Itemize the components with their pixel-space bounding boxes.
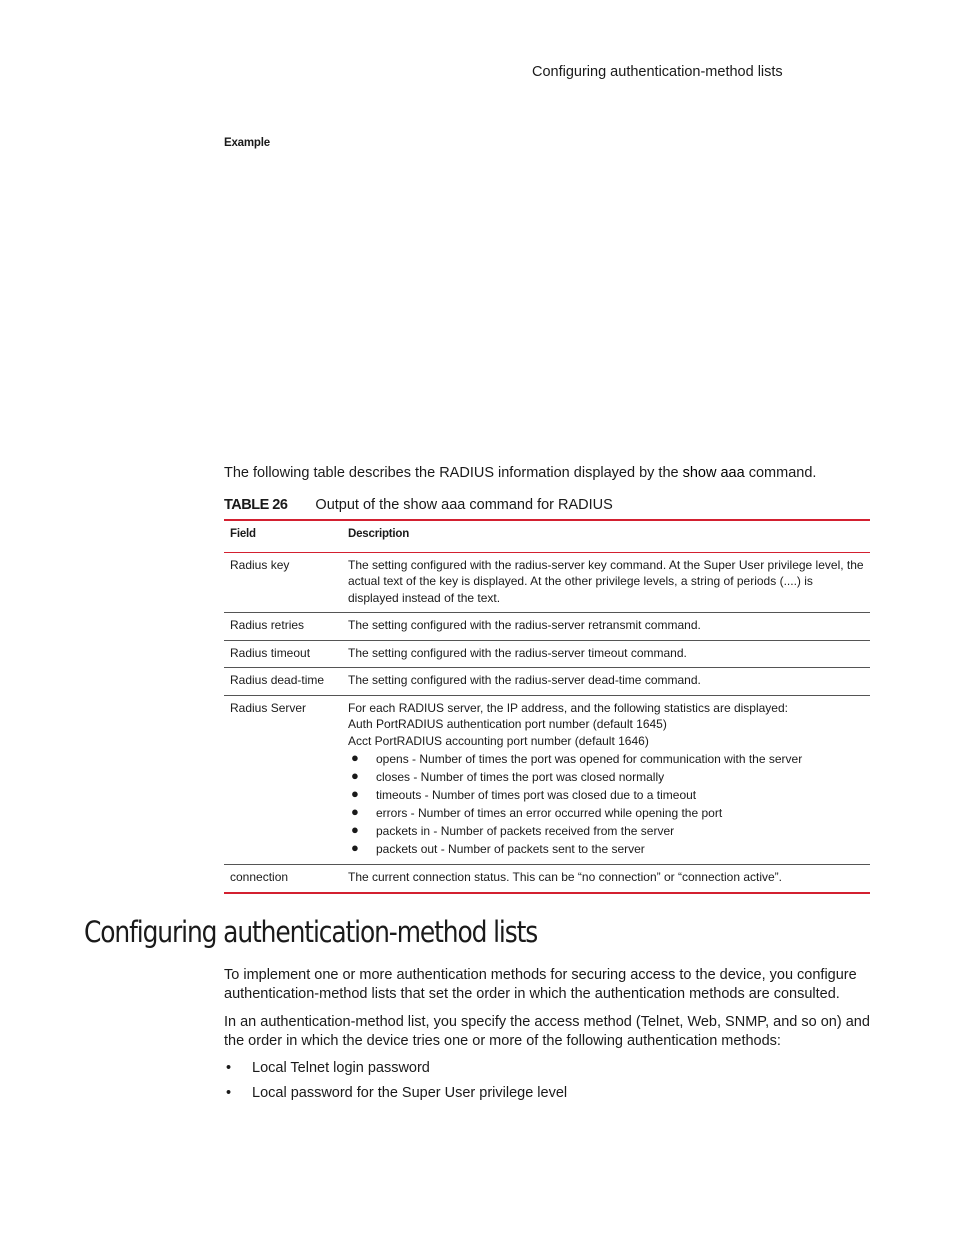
table-header-row bbox=[224, 521, 870, 553]
intro-text: The following table describes the RADIUS information displayed by the bbox=[224, 465, 683, 481]
description-cell: The current connection status. This can be “no connection” or “connection active”. bbox=[348, 870, 783, 884]
table-row bbox=[224, 695, 870, 865]
running-header: Configuring authentication-method lists bbox=[532, 64, 783, 80]
bullet-icon: ● bbox=[351, 786, 359, 801]
header-description: Description bbox=[348, 528, 410, 540]
bullet-icon: ● bbox=[351, 804, 359, 819]
header-field: Field bbox=[230, 528, 256, 540]
list-item bbox=[348, 768, 864, 786]
field-cell: Radius key bbox=[230, 557, 290, 572]
desc-line: Acct PortRADIUS accounting port number (default 1646) bbox=[348, 733, 649, 748]
statistics-list bbox=[348, 750, 864, 858]
intro-text-end: command. bbox=[744, 465, 817, 481]
desc-text: command. At the Super User privilege level, the actual text of the key is displayed. At the other privilege levels, a string of periods (....) is displayed instead of the text. bbox=[348, 557, 864, 605]
list-item-text: errors - Number of times an error occurred while opening the port bbox=[376, 806, 723, 820]
table-row bbox=[224, 553, 870, 613]
table-caption-text: Output of the show aaa command for RADIUS bbox=[315, 497, 613, 513]
bullet-icon: ● bbox=[351, 840, 359, 855]
desc-text: command. bbox=[641, 618, 701, 632]
field-cell: Radius dead-time bbox=[230, 673, 325, 687]
intro-command: show aaa bbox=[682, 465, 745, 481]
desc-command: radius-server dead-time bbox=[514, 673, 642, 687]
table-caption bbox=[224, 497, 613, 513]
section-paragraph: In an authentication-method list, you specify the access method (Telnet, Web, SNMP, and so on) and the order in which the device tries one or more of the following authentication methods: bbox=[224, 1014, 870, 1049]
intro-paragraph bbox=[224, 465, 816, 481]
list-item-text: opens - Number of times the port was opened for communication with the server bbox=[376, 752, 803, 766]
radius-output-table bbox=[224, 519, 870, 894]
desc-text: command. bbox=[627, 645, 687, 660]
desc-command: radius-server key bbox=[514, 557, 607, 572]
list-item bbox=[348, 822, 864, 840]
section-paragraph: To implement one or more authentication methods for securing access to the device, you configure authentication-method lists that set the order in which the authentication methods are consulted. bbox=[224, 967, 857, 1002]
desc-line: Auth PortRADIUS authentication port number (default 1645) bbox=[348, 717, 667, 731]
table-row bbox=[224, 640, 870, 668]
list-item-text: packets in - Number of packets received from the server bbox=[376, 824, 675, 838]
field-cell: Radius retries bbox=[230, 618, 305, 632]
table-number: TABLE 26 bbox=[224, 497, 288, 513]
description-cell bbox=[348, 613, 870, 640]
example-label: Example bbox=[224, 137, 270, 149]
bullet-icon: • bbox=[226, 1060, 232, 1076]
table-row bbox=[224, 667, 870, 695]
desc-line: For each RADIUS server, the IP address, and the following statistics are displayed: bbox=[348, 700, 788, 715]
table-row bbox=[224, 612, 870, 640]
list-item bbox=[224, 1083, 567, 1108]
desc-command: radius-server retransmit bbox=[514, 618, 642, 632]
section-heading: Configuring authentication-method lists bbox=[84, 915, 538, 949]
description-cell bbox=[348, 641, 870, 668]
list-item bbox=[224, 1058, 567, 1083]
list-item bbox=[348, 840, 864, 858]
desc-text: The setting configured with the bbox=[348, 618, 515, 632]
description-cell bbox=[348, 553, 870, 613]
desc-command: radius-server timeout bbox=[514, 645, 628, 660]
table-row bbox=[224, 864, 870, 892]
desc-text: The setting configured with the bbox=[348, 645, 515, 660]
bullet-icon: ● bbox=[351, 768, 359, 783]
bullet-icon: • bbox=[226, 1085, 232, 1101]
desc-text: command. bbox=[641, 673, 701, 687]
field-cell: connection bbox=[230, 870, 289, 884]
list-item bbox=[348, 750, 864, 768]
description-cell bbox=[348, 696, 870, 865]
list-item bbox=[348, 786, 864, 804]
desc-text: The setting configured with the bbox=[348, 673, 515, 687]
auth-methods-list bbox=[224, 1058, 567, 1108]
field-cell: Radius Server bbox=[230, 700, 307, 715]
description-cell bbox=[348, 668, 870, 695]
bullet-icon: ● bbox=[351, 822, 359, 837]
list-item-text: Local Telnet login password bbox=[252, 1060, 430, 1076]
desc-text: The setting configured with the bbox=[348, 557, 515, 572]
list-item-text: packets out - Number of packets sent to the server bbox=[376, 842, 645, 856]
bullet-icon: ● bbox=[351, 750, 359, 765]
list-item-text: Local password for the Super User privilege level bbox=[252, 1085, 568, 1101]
list-item-text: timeouts - Number of times port was closed due to a timeout bbox=[376, 788, 697, 802]
field-cell: Radius timeout bbox=[230, 645, 311, 660]
list-item bbox=[348, 804, 864, 822]
list-item-text: closes - Number of times the port was closed normally bbox=[376, 770, 665, 784]
